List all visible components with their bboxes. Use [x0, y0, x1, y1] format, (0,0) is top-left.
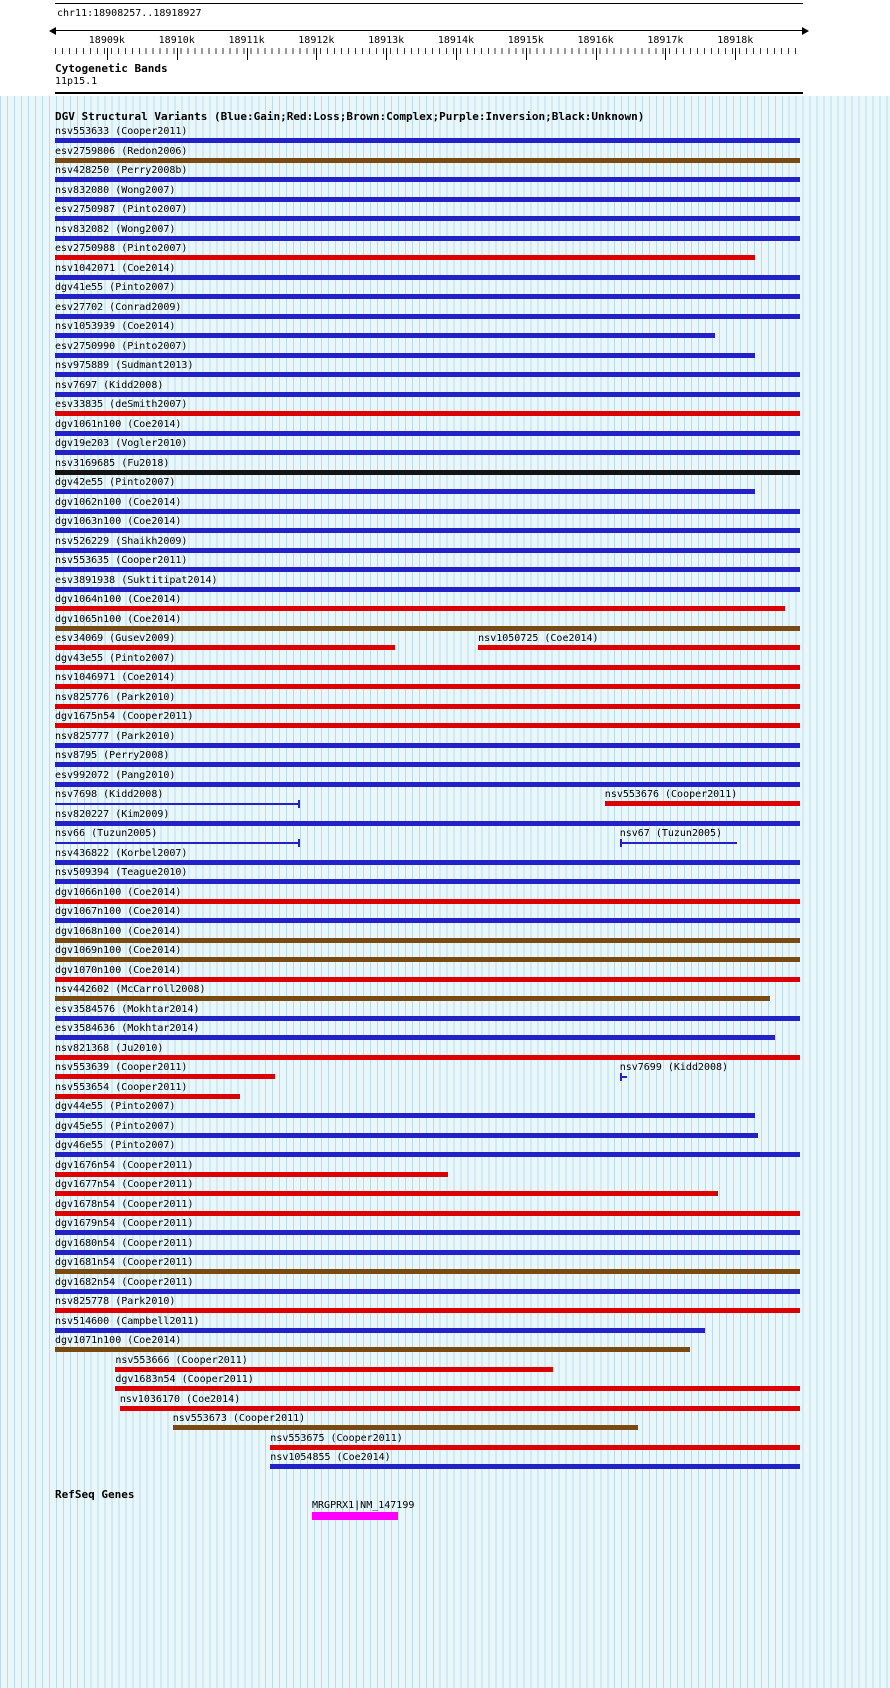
variant-bar[interactable]	[55, 1230, 800, 1235]
variant-label[interactable]: nsv1036170 (Coe2014)	[119, 1393, 241, 1405]
variant-bar[interactable]	[55, 372, 800, 377]
variant-bar[interactable]	[55, 743, 800, 748]
variant-label[interactable]: dgv1064n100 (Coe2014)	[55, 594, 182, 605]
variant-end-tick	[620, 839, 622, 847]
variant-bar[interactable]	[55, 275, 800, 280]
gene-track	[55, 1500, 800, 1524]
variant-end-tick	[620, 1073, 622, 1081]
variant-bar[interactable]	[55, 450, 800, 455]
variant-label[interactable]: nsv825776 (Park2010)	[55, 691, 176, 703]
variant-label[interactable]: dgv1675n54 (Cooper2011)	[55, 711, 194, 722]
gene-label[interactable]: MRGPRX1|NM_147199	[312, 1500, 415, 1511]
variant-bar[interactable]	[55, 606, 785, 611]
variant-bar[interactable]	[55, 294, 800, 299]
variant-row	[55, 263, 800, 283]
variant-label[interactable]: nsv7698 (Kidd2008)	[55, 789, 164, 800]
variant-row	[55, 945, 800, 965]
variant-bar[interactable]	[55, 411, 800, 416]
variant-row	[55, 750, 800, 770]
variant-label[interactable]: dgv42e55 (Pinto2007)	[55, 477, 176, 488]
variant-row	[55, 1179, 800, 1199]
variant-label[interactable]: dgv46e55 (Pinto2007)	[55, 1140, 176, 1151]
ruler-major-tick	[596, 48, 597, 60]
variant-row	[55, 204, 800, 224]
variant-label[interactable]: dgv1677n54 (Cooper2011)	[55, 1179, 194, 1190]
variant-row	[55, 965, 800, 985]
variant-row	[55, 458, 800, 478]
variant-label[interactable]: nsv820227 (Kim2009)	[55, 808, 170, 820]
variant-row	[55, 887, 800, 907]
variant-label[interactable]: esv3584576 (Mokhtar2014)	[55, 1003, 200, 1015]
variant-label[interactable]: nsv825777 (Park2010)	[55, 730, 176, 742]
variant-bar[interactable]	[478, 645, 800, 650]
ruler-tick-label: 18914k	[437, 35, 475, 46]
variant-bar[interactable]	[55, 158, 800, 163]
variant-bar[interactable]	[55, 684, 800, 689]
variant-label[interactable]: dgv1066n100 (Coe2014)	[55, 886, 182, 898]
variant-label[interactable]: esv3584636 (Mokhtar2014)	[55, 1023, 200, 1034]
variant-label[interactable]: esv27702 (Conrad2009)	[55, 301, 182, 313]
variant-bar[interactable]	[605, 801, 800, 806]
variant-label[interactable]: nsv825778 (Park2010)	[55, 1296, 176, 1307]
variant-bar[interactable]	[55, 138, 800, 143]
variant-label[interactable]: nsv553675 (Cooper2011)	[270, 1432, 403, 1444]
variant-row	[55, 1140, 800, 1160]
variant-label[interactable]: nsv526229 (Shaikh2009)	[55, 535, 188, 547]
variant-bar[interactable]	[270, 1464, 800, 1469]
variant-row	[55, 731, 800, 751]
ruler-tick-label: 18911k	[228, 35, 265, 46]
variant-row	[55, 1160, 800, 1180]
variant-label[interactable]: nsv67 (Tuzun2005)	[619, 828, 723, 839]
variant-bar[interactable]	[55, 255, 755, 260]
variant-label[interactable]: esv34069 (Gusev2009)	[55, 633, 176, 644]
variant-label[interactable]: nsv821368 (Ju2010)	[55, 1042, 164, 1054]
variant-row	[55, 224, 800, 244]
variant-label[interactable]: nsv428250 (Perry2008b)	[55, 165, 188, 176]
variant-label[interactable]: esv2759806 (Redon2006)	[55, 145, 188, 157]
variant-row	[55, 282, 800, 302]
variant-row	[55, 302, 800, 322]
ruler-major-ticks	[55, 48, 800, 60]
ruler-major-tick	[735, 48, 736, 60]
variant-row	[55, 770, 800, 790]
ruler-tick-label: 18915k	[507, 35, 544, 46]
variant-row	[55, 555, 800, 575]
variant-label[interactable]: dgv44e55 (Pinto2007)	[55, 1101, 176, 1112]
variant-bar[interactable]	[55, 1328, 705, 1333]
variant-bar[interactable]	[620, 842, 737, 844]
variant-row	[55, 477, 800, 497]
variant-row	[55, 536, 800, 556]
variant-row	[55, 321, 800, 341]
variant-row	[55, 633, 800, 653]
variant-bar[interactable]	[55, 1269, 800, 1274]
variant-row	[55, 1355, 800, 1375]
variant-row	[55, 1277, 800, 1297]
variant-row	[55, 1082, 800, 1102]
variant-bar[interactable]	[55, 1211, 800, 1216]
variant-label[interactable]: nsv509394 (Teague2010)	[55, 867, 188, 878]
variant-bar[interactable]	[55, 1094, 240, 1099]
variant-label[interactable]: nsv1046971 (Coe2014)	[55, 672, 176, 683]
variant-label[interactable]: dgv1069n100 (Coe2014)	[55, 945, 182, 956]
variant-bar[interactable]	[55, 1074, 275, 1079]
variant-row	[55, 984, 800, 1004]
variant-label[interactable]: dgv1065n100 (Coe2014)	[55, 613, 182, 625]
variant-label[interactable]: nsv66 (Tuzun2005)	[55, 828, 158, 839]
variant-row	[55, 789, 800, 809]
variant-row	[55, 828, 800, 848]
variant-bar[interactable]	[55, 860, 800, 865]
variant-label[interactable]: dgv1680n54 (Cooper2011)	[55, 1237, 194, 1249]
variant-row	[55, 341, 800, 361]
variant-label[interactable]: dgv1062n100 (Coe2014)	[55, 496, 182, 508]
variant-bar[interactable]	[55, 1016, 800, 1021]
variant-bar[interactable]	[55, 1055, 800, 1060]
variant-rows	[55, 126, 800, 1472]
variant-bar[interactable]	[55, 762, 800, 767]
variant-row	[55, 653, 800, 673]
variant-bar[interactable]	[55, 509, 800, 514]
variant-bar[interactable]	[55, 626, 800, 631]
variant-bar[interactable]	[55, 821, 800, 826]
variant-bar[interactable]	[620, 1076, 627, 1078]
variant-label[interactable]: dgv1676n54 (Cooper2011)	[55, 1159, 194, 1171]
variant-row	[55, 906, 800, 926]
variant-label[interactable]: dgv1683n54 (Cooper2011)	[115, 1374, 254, 1385]
variant-label[interactable]: nsv7699 (Kidd2008)	[619, 1062, 729, 1073]
variant-row	[55, 1199, 800, 1219]
ruler-major-tick	[316, 48, 317, 60]
variant-bar[interactable]	[55, 392, 800, 397]
variant-bar[interactable]	[55, 1347, 690, 1352]
variant-bar[interactable]	[173, 1425, 639, 1430]
variant-row	[55, 1043, 800, 1063]
variant-label[interactable]: nsv3169685 (Fu2018)	[55, 457, 170, 469]
variant-row	[55, 497, 800, 517]
variant-row	[55, 1335, 800, 1355]
variant-label[interactable]: dgv1067n100 (Coe2014)	[55, 906, 182, 917]
variant-bar[interactable]	[115, 1367, 552, 1372]
ruler-tick-label: 18913k	[368, 35, 405, 46]
variant-row	[55, 1004, 800, 1024]
region-label: chr11:18908257..18918927	[57, 8, 202, 19]
variant-label[interactable]: nsv553666 (Cooper2011)	[115, 1354, 248, 1366]
ruler-major-tick	[526, 48, 527, 60]
variant-bar[interactable]	[55, 314, 800, 319]
variant-row	[55, 711, 800, 731]
variant-row	[55, 1238, 800, 1258]
variant-label[interactable]: nsv7697 (Kidd2008)	[55, 379, 164, 391]
variant-bar[interactable]	[55, 665, 800, 670]
variant-row	[55, 165, 800, 185]
variant-row	[55, 360, 800, 380]
variant-label[interactable]: nsv553654 (Cooper2011)	[55, 1081, 188, 1093]
variant-bar[interactable]	[55, 1308, 800, 1313]
variant-row	[55, 1296, 800, 1316]
variant-bar[interactable]	[55, 470, 800, 475]
variant-bar[interactable]	[55, 333, 715, 338]
variant-end-tick	[298, 839, 300, 847]
variant-bar[interactable]	[55, 216, 800, 221]
variant-bar[interactable]	[55, 977, 800, 982]
variant-bar[interactable]	[55, 1172, 448, 1177]
variant-bar[interactable]	[55, 177, 800, 182]
variant-bar[interactable]	[55, 645, 395, 650]
variant-row	[55, 399, 800, 419]
variant-row	[55, 1394, 800, 1414]
ruler-tick-label: 18918k	[717, 35, 754, 46]
ruler-tick-label: 18909k	[88, 35, 125, 46]
ruler-tick-labels	[55, 35, 800, 47]
variant-bar[interactable]	[55, 723, 800, 728]
variant-bar[interactable]	[55, 197, 800, 202]
ruler-major-tick	[456, 48, 457, 60]
variant-label[interactable]: dgv1070n100 (Coe2014)	[55, 964, 182, 976]
variant-bar[interactable]	[55, 782, 800, 787]
variant-row	[55, 1374, 800, 1394]
gene-bar[interactable]	[312, 1512, 398, 1520]
variant-bar[interactable]	[55, 1113, 755, 1118]
variant-bar[interactable]	[55, 1250, 800, 1255]
variant-bar[interactable]	[55, 1133, 758, 1138]
variant-label[interactable]: dgv1061n100 (Coe2014)	[55, 418, 182, 430]
variant-row	[55, 419, 800, 439]
variant-row	[55, 867, 800, 887]
variant-label[interactable]: esv2750990 (Pinto2007)	[55, 340, 188, 352]
variant-bar[interactable]	[55, 548, 800, 553]
ruler-left-arrow-icon	[49, 27, 56, 35]
variant-row	[55, 380, 800, 400]
variant-label[interactable]: esv33835 (deSmith2007)	[55, 399, 188, 410]
variant-row	[55, 809, 800, 829]
ruler-tick-label: 18910k	[158, 35, 195, 46]
overview-top-border	[55, 3, 803, 4]
ruler-tick-label: 18917k	[647, 35, 684, 46]
variant-row	[55, 1062, 800, 1082]
cytoband-bar	[55, 92, 803, 94]
variant-label[interactable]: dgv1071n100 (Coe2014)	[55, 1335, 182, 1346]
variant-row	[55, 1413, 800, 1433]
variant-row	[55, 1257, 800, 1277]
variant-row	[55, 1218, 800, 1238]
variant-label[interactable]: dgv1068n100 (Coe2014)	[55, 925, 182, 937]
variant-bar[interactable]	[55, 587, 800, 592]
variant-label[interactable]: nsv1054855 (Coe2014)	[270, 1452, 391, 1463]
variant-row	[55, 926, 800, 946]
variant-label[interactable]: nsv832080 (Wong2007)	[55, 184, 176, 196]
variant-label[interactable]: dgv1679n54 (Cooper2011)	[55, 1218, 194, 1229]
cytoband-label: 11p15.1	[55, 76, 98, 87]
variant-bar[interactable]	[55, 842, 300, 844]
variant-bar[interactable]	[120, 1406, 800, 1411]
variant-label[interactable]: nsv436822 (Korbel2007)	[55, 847, 188, 859]
variant-label[interactable]: dgv1681n54 (Cooper2011)	[55, 1257, 194, 1268]
dgv-section-title: DGV Structural Variants (Blue:Gain;Red:Loss;Brown:Complex;Purple:Inversion;Black:Unknown)	[55, 110, 645, 123]
variant-bar[interactable]	[55, 803, 300, 805]
variant-label[interactable]: nsv1042071 (Coe2014)	[55, 262, 176, 274]
variant-row	[55, 594, 800, 614]
ruler-major-tick	[107, 48, 108, 60]
variant-label[interactable]: nsv514600 (Campbell2011)	[55, 1315, 200, 1327]
variant-bar[interactable]	[55, 996, 770, 1001]
variant-row	[55, 438, 800, 458]
ruler-major-tick	[247, 48, 248, 60]
variant-row	[55, 1101, 800, 1121]
variant-bar[interactable]	[55, 918, 800, 923]
variant-label[interactable]: dgv19e203 (Vogler2010)	[55, 438, 188, 449]
variant-row	[55, 1121, 800, 1141]
cytoband-section-title: Cytogenetic Bands	[55, 62, 168, 75]
variant-bar[interactable]	[55, 1035, 775, 1040]
variant-row	[55, 243, 800, 263]
variant-label[interactable]: nsv442602 (McCarroll2008)	[55, 984, 206, 995]
variant-bar[interactable]	[55, 704, 800, 709]
variant-label[interactable]: nsv1053939 (Coe2014)	[55, 321, 176, 332]
variant-bar[interactable]	[115, 1386, 800, 1391]
ruler-tick-label: 18912k	[298, 35, 335, 46]
variant-label[interactable]: esv992072 (Pang2010)	[55, 769, 176, 781]
variant-row	[55, 848, 800, 868]
variant-row	[55, 185, 800, 205]
variant-label[interactable]: dgv43e55 (Pinto2007)	[55, 652, 176, 664]
variant-bar[interactable]	[55, 938, 800, 943]
variant-bar[interactable]	[55, 236, 800, 241]
ruler-line	[55, 30, 803, 31]
variant-label[interactable]: esv2750988 (Pinto2007)	[55, 243, 188, 254]
variant-row	[55, 614, 800, 634]
variant-bar[interactable]	[55, 1191, 718, 1196]
variant-bar[interactable]	[55, 899, 800, 904]
variant-bar[interactable]	[55, 1152, 800, 1157]
variant-label[interactable]: nsv553676 (Cooper2011)	[604, 789, 738, 800]
variant-bar[interactable]	[270, 1445, 800, 1450]
variant-label[interactable]: nsv553635 (Cooper2011)	[55, 555, 188, 566]
variant-bar[interactable]	[55, 431, 800, 436]
variant-row	[55, 575, 800, 595]
variant-label[interactable]: nsv553633 (Cooper2011)	[55, 126, 188, 137]
variant-row	[55, 1452, 800, 1472]
variant-bar[interactable]	[55, 957, 800, 962]
variant-label[interactable]: nsv553673 (Cooper2011)	[172, 1413, 306, 1424]
variant-label[interactable]: dgv45e55 (Pinto2007)	[55, 1120, 176, 1132]
variant-row	[55, 516, 800, 536]
refseq-section-title: RefSeq Genes	[55, 1488, 135, 1501]
variant-label[interactable]: dgv1063n100 (Coe2014)	[55, 516, 182, 527]
variant-end-tick	[298, 800, 300, 808]
variant-bar[interactable]	[55, 567, 800, 572]
variant-row	[55, 692, 800, 712]
variant-label[interactable]: esv2750987 (Pinto2007)	[55, 204, 188, 215]
variant-row	[55, 1023, 800, 1043]
variant-row	[55, 126, 800, 146]
variant-bar[interactable]	[55, 353, 755, 358]
variant-bar[interactable]	[55, 489, 755, 494]
ruler-tick-label: 18916k	[577, 35, 614, 46]
variant-bar[interactable]	[55, 1289, 800, 1294]
ruler-major-tick	[177, 48, 178, 60]
ruler-right-arrow-icon	[802, 27, 809, 35]
variant-bar[interactable]	[55, 528, 800, 533]
ruler-major-tick	[665, 48, 666, 60]
variant-label[interactable]: dgv1678n54 (Cooper2011)	[55, 1198, 194, 1210]
variant-label[interactable]: nsv975889 (Sudmant2013)	[55, 360, 194, 371]
variant-label[interactable]: nsv553639 (Cooper2011)	[55, 1062, 188, 1073]
variant-label[interactable]: nsv832082 (Wong2007)	[55, 223, 176, 235]
variant-row	[55, 1316, 800, 1336]
variant-bar[interactable]	[55, 879, 800, 884]
ruler-major-tick	[386, 48, 387, 60]
variant-label[interactable]: nsv1050725 (Coe2014)	[478, 633, 599, 644]
variant-row	[55, 672, 800, 692]
variant-label[interactable]: dgv1682n54 (Cooper2011)	[55, 1276, 194, 1288]
variant-label[interactable]: dgv41e55 (Pinto2007)	[55, 282, 176, 293]
variant-row	[55, 146, 800, 166]
variant-row	[55, 1433, 800, 1453]
variant-label[interactable]: esv3891938 (Suktitipat2014)	[55, 574, 218, 586]
variant-label[interactable]: nsv8795 (Perry2008)	[55, 750, 170, 761]
